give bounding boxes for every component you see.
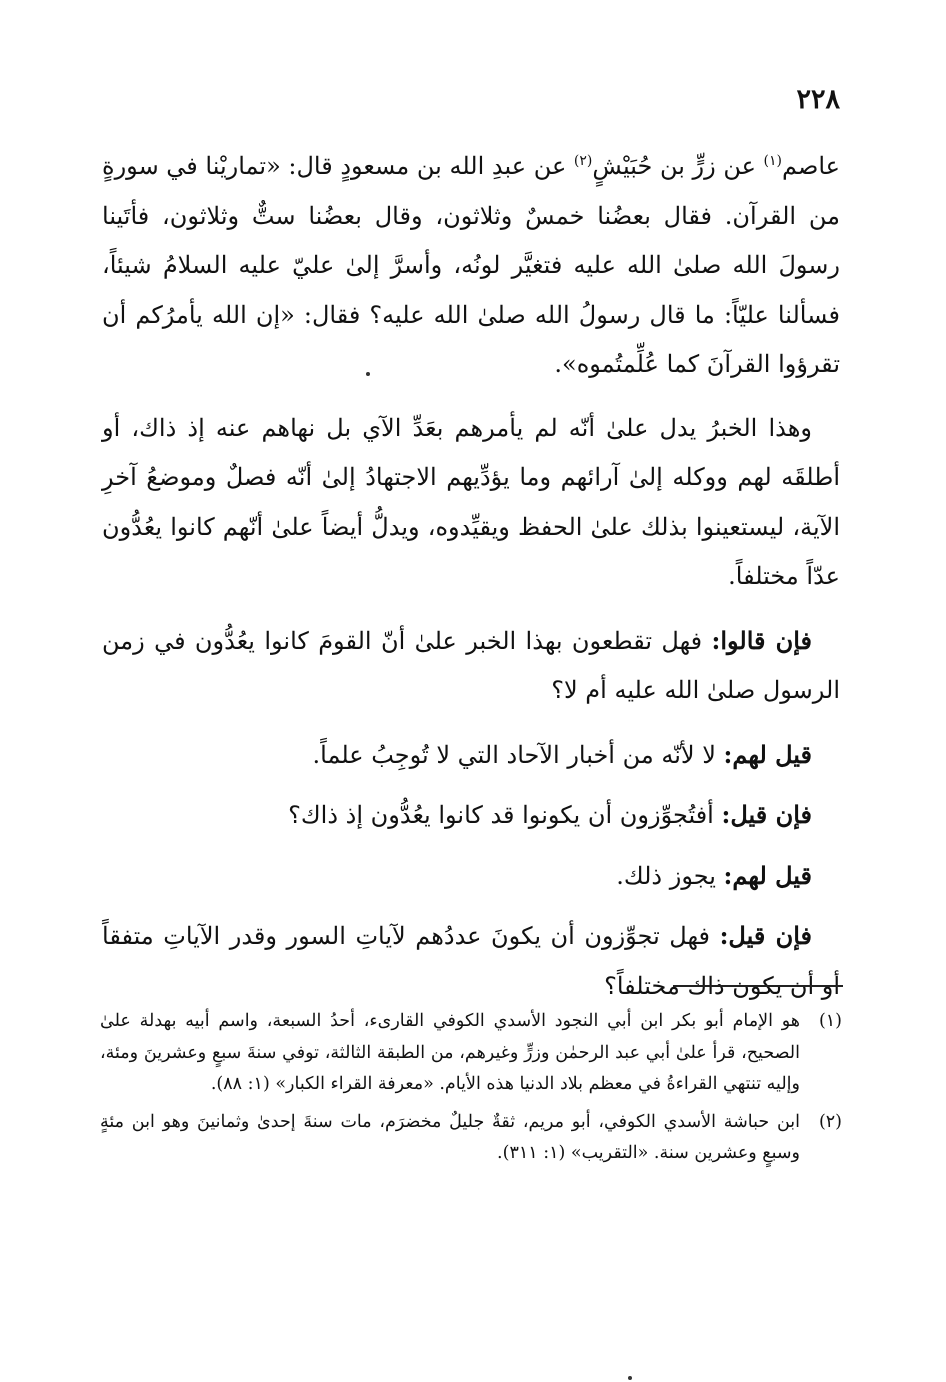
text-run: عن زرٍّ بن حُبَيْشٍ	[592, 152, 764, 180]
answer-lead: قيل لهم:	[723, 860, 812, 890]
answer-text: يجوز ذلك.	[616, 861, 724, 890]
paragraph-answer-1	[102, 730, 840, 781]
footnote-ref-1[interactable]: (١)	[763, 153, 783, 169]
paragraph-commentary: وهذا الخبرُ يدل علىٰ أنّه لم يأمرهم بعَدِّ الآي بل نهاهم عنه إذ ذاك، أو أطلقَه لهم ووكله إلىٰ آرائهم وما يؤدِّيهم الاجتهادُ إلىٰ أنّه فصلٌ وموضعُ آخرِ الآية، ليستعينوا بذلك علىٰ الحفظ ويقيِّدوه، ويدلُّ أيضاً علىٰ أنّهم كانوا يعُدُّون عدّاً مختلفاً.	[102, 413, 840, 590]
footnote-number: (١)	[818, 1011, 842, 1031]
question-lead: فإن قيل:	[721, 800, 812, 829]
footnotes	[100, 1006, 842, 1176]
text-run: عن عبدِ الله بن مسعودٍ قال: «تماريْنا في سورةٍ من القرآن. فقال بعضُنا خمسٌ وثلاثون، وقال بعضُنا ستٌّ وثلاثون، فأتَينا رسولَ الله صلىٰ الله عليه فتغيَّر لونُه، وأسرَّ إلىٰ عليّ عليه السلامُ شيئاً، فسألنا عليّاً: ما قال رسولُ الله صلىٰ الله عليه؟ فقال: «إن الله يأمرُكم أن تقرؤوا القرآنَ كما عُلِّمتُموه».	[102, 152, 840, 378]
footnote-1	[100, 1006, 842, 1101]
paragraph-answer-2	[102, 851, 840, 902]
question-text: أفتُجوِّزون أن يكونوا قد كانوا يعُدُّون إذ ذاك؟	[288, 801, 722, 829]
scan-speck	[628, 1376, 632, 1380]
answer-lead: قيل لهم:	[723, 739, 812, 769]
footnote-text: ابن حباشة الأسدي الكوفي، أبو مريم، ثقةٌ جليلٌ مخضرَم، مات سنةَ إحدىٰ وثمانينَ وهو ابن مئةٍ وسبعٍ وعشرين سنة. «التقريب» (١: ٣١١).	[100, 1111, 800, 1163]
text-run: عاصم	[782, 152, 840, 180]
question-lead: فإن قالوا:	[711, 625, 812, 655]
footnote-ref-2[interactable]: (٢)	[573, 153, 593, 169]
question-text: فهل تقطعون بهذا الخبر علىٰ أنّ القومَ كانوا يعُدُّون في زمن الرسول صلىٰ الله عليه أم لا؟	[102, 626, 840, 704]
answer-text: لا لأنّه من أخبار الآحاد التي لا تُوجِبُ علماً.	[312, 740, 724, 769]
paragraph-question-1	[102, 616, 840, 716]
question-lead: فإن قيل:	[719, 921, 812, 950]
paragraph-hadith	[102, 142, 840, 390]
paragraph-question-3	[102, 911, 840, 1011]
main-text	[102, 142, 840, 1025]
page-number: ٢٢٨	[796, 84, 840, 115]
footnote-number: (٢)	[818, 1111, 842, 1132]
footnote-text: هو الإمام أبو بكر ابن أبي النجود الأسدي الكوفي القارىء، أحدُ السبعة، واسم أبيه بهدلة علىٰ الصحيح، قرأ علىٰ أبي عبد الرحمٰن وزرٍّ وغيرهم، من الطبقة الثالثة، توفي سنةَ سبعٍ وعشرينَ ومئة، وإليه تنتهي القراءةُ في معظم بلاد الدنيا هذه الأيام. «معرفة القراء الكبار» (١: ٨٨).	[100, 1011, 800, 1094]
question-text: فهل تجوِّزون أن يكونَ عددُهم لآياتِ السور وقدر الآياتِ متفقاً أو أن يكون ذاك مختلفاً؟	[102, 922, 840, 1000]
scan-speck	[366, 372, 370, 376]
footnote-separator	[673, 985, 843, 987]
footnote-2	[100, 1107, 842, 1170]
paragraph-question-2	[102, 790, 840, 841]
